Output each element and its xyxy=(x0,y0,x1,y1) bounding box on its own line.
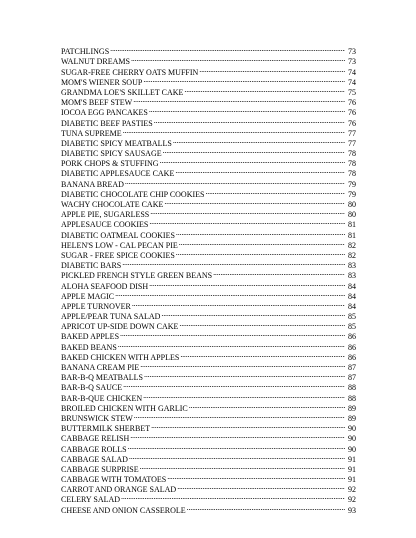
toc-entry-page-number: 82 xyxy=(348,250,356,260)
dot-leader xyxy=(125,176,345,186)
toc-entry-page-number: 77 xyxy=(348,138,356,148)
toc-entry-title: MOM'S WIENER SOUP xyxy=(61,77,143,87)
toc-entry-title: PORK CHOPS & STUFFING xyxy=(61,159,159,169)
toc-entry-page-number: 81 xyxy=(348,230,356,240)
toc-entry-title: IOCOA EGG PANCAKES xyxy=(61,108,148,118)
toc-entry-page-number: 76 xyxy=(348,108,356,118)
toc-entry-title: CARROT AND ORANGE SALAD xyxy=(61,485,177,495)
toc-entry-title: BUTTERMILK SHERBET xyxy=(61,424,151,434)
toc-entry-page-number: 83 xyxy=(348,261,356,271)
toc-entry-title: CHEESE AND ONION CASSEROLE xyxy=(61,505,186,515)
toc-entry-page-number: 78 xyxy=(348,169,356,179)
toc-entry-title: BROILED CHICKEN WITH GARLIC xyxy=(61,403,188,413)
toc-entry-title: DIABETIC CHOCOLATE CHIP COOKIES xyxy=(61,189,205,199)
toc-entry-page-number: 93 xyxy=(348,505,356,515)
dot-leader xyxy=(176,227,345,237)
toc-entry-title: BAR-B-Q MEATBALLS xyxy=(61,373,144,383)
toc-entry-page-number: 73 xyxy=(348,57,356,67)
dot-leader xyxy=(129,452,345,462)
dot-leader xyxy=(150,207,345,217)
dot-leader xyxy=(149,105,345,115)
toc-entry-page-number: 80 xyxy=(348,200,356,209)
toc-entry-title: APPLE/PEAR TUNA SALAD xyxy=(61,312,161,322)
dot-leader xyxy=(149,217,345,227)
toc-entry-page-number: 89 xyxy=(348,413,356,423)
toc-entry-page-number: 84 xyxy=(348,291,356,301)
dot-leader xyxy=(128,441,345,451)
toc-entry-page-number: 82 xyxy=(348,240,356,250)
toc-entry-title: ALOHA SEAFOOD DISH xyxy=(61,281,149,291)
dot-leader xyxy=(115,289,345,299)
dot-leader xyxy=(160,156,345,166)
toc-entry-page-number: 74 xyxy=(348,67,356,77)
dot-leader xyxy=(151,421,345,431)
toc-entry-title: DIABETIC SPICY SAUSAGE xyxy=(61,149,162,159)
toc-entry-page-number: 87 xyxy=(348,373,356,383)
toc-entry-title: TUNA SUPREME xyxy=(61,128,122,138)
toc-entry-title: DIABETIC APPLESAUCE CAKE xyxy=(61,169,175,179)
dot-leader xyxy=(175,166,345,176)
toc-entry-title: CABBAGE SALAD xyxy=(61,454,128,464)
dot-leader xyxy=(164,197,345,207)
dot-leader xyxy=(118,339,345,349)
dot-leader xyxy=(122,258,345,268)
dot-leader xyxy=(134,411,345,421)
dot-leader xyxy=(179,319,345,329)
toc-entry-title: DIABETIC SPICY MEATBALLS xyxy=(61,138,172,148)
toc-entry xyxy=(61,44,356,57)
dot-leader xyxy=(123,380,345,390)
toc-entry-page-number: 79 xyxy=(348,189,356,199)
toc-entry-page-number: 73 xyxy=(348,47,356,57)
toc-entry-page-number: 88 xyxy=(348,383,356,393)
dot-leader xyxy=(140,360,345,370)
toc-entry-page-number: 84 xyxy=(348,281,356,291)
toc-entry-page-number: 91 xyxy=(348,454,356,464)
toc-entry-page-number: 90 xyxy=(348,424,356,434)
dot-leader xyxy=(110,44,345,54)
toc-entry-title: APPLE MAGIC xyxy=(61,291,115,301)
toc-entry-title: BAR-B-QUE CHICKEN xyxy=(61,393,143,403)
toc-entry-page-number: 86 xyxy=(348,342,356,352)
toc-entry-page-number: 76 xyxy=(348,98,356,108)
toc-entry-title: DIABETIC OATMEAL COOKIES xyxy=(61,230,175,240)
toc-entry-page-number: 84 xyxy=(348,301,356,311)
toc-entry-page-number: 78 xyxy=(348,159,356,169)
toc-entry-page-number: 83 xyxy=(348,271,356,281)
dot-leader xyxy=(140,462,345,472)
toc-entry-title: SUGAR-FREE CHERRY OATS MUFFIN xyxy=(61,67,199,77)
toc-entry-page-number: 77 xyxy=(348,128,356,138)
toc-entry-title: BAKED BEANS xyxy=(61,342,117,352)
toc-entry-page-number: 91 xyxy=(348,464,356,474)
toc-entry-page-number: 81 xyxy=(348,220,356,230)
toc-entry-page-number: 78 xyxy=(348,149,356,159)
toc-entry-page-number: 89 xyxy=(348,403,356,413)
toc-entry-title: CELERY SALAD xyxy=(61,495,121,505)
dot-leader xyxy=(161,309,345,319)
toc-entry-title: BAKED CHICKEN WITH APPLES xyxy=(61,352,180,362)
toc-entry-page-number: 87 xyxy=(348,363,356,372)
toc-entry-page-number: 91 xyxy=(348,475,356,485)
dot-leader xyxy=(123,126,345,136)
toc-entry-page-number: 85 xyxy=(348,322,356,332)
toc-entry-title: SUGAR - FREE SPICE COOKIES xyxy=(61,250,175,260)
toc-entry-title: CABBAGE ROLLS xyxy=(61,444,127,454)
toc-entry-title: CABBAGE WITH TOMATOES xyxy=(61,475,167,485)
toc-entry-page-number: 80 xyxy=(348,210,356,220)
toc-entry-title: PATCHLINGS xyxy=(61,47,110,57)
dot-leader xyxy=(154,115,345,125)
dot-leader xyxy=(180,350,345,360)
toc-entry-title: APPLE PIE, SUGARLESS xyxy=(61,210,150,220)
toc-entry-page-number: 74 xyxy=(348,77,356,87)
toc-entry-page-number: 86 xyxy=(348,332,356,342)
toc-entry-page-number: 76 xyxy=(348,118,356,128)
toc-entry-title: BANANA CREAM PIE xyxy=(61,363,140,372)
toc-entry-title: DIABETIC BARS xyxy=(61,261,122,271)
dot-leader xyxy=(205,187,345,197)
table-of-contents xyxy=(61,44,356,513)
dot-leader xyxy=(189,401,345,411)
toc-entry-title: DIABETIC BEEF PASTIES xyxy=(61,118,153,128)
dot-leader xyxy=(187,502,345,512)
dot-leader xyxy=(199,64,345,74)
dot-leader xyxy=(177,482,345,492)
toc-entry-title: APPLESAUCE COOKIES xyxy=(61,220,149,230)
dot-leader xyxy=(163,146,345,156)
dot-leader xyxy=(149,278,345,288)
dot-leader xyxy=(184,85,345,95)
toc-entry-title: HELEN'S LOW - CAL PECAN PIE xyxy=(61,240,178,250)
toc-entry-title: APRICOT UP-SIDE DOWN CAKE xyxy=(61,322,179,332)
dot-leader xyxy=(179,238,345,248)
toc-entry-page-number: 86 xyxy=(348,352,356,362)
toc-entry-page-number: 90 xyxy=(348,434,356,444)
toc-entry-page-number: 85 xyxy=(348,312,356,322)
toc-entry-page-number: 88 xyxy=(348,393,356,403)
toc-entry-page-number: 92 xyxy=(348,495,356,505)
toc-entry-title: WACHY CHOCOLATE CAKE xyxy=(61,200,164,209)
toc-entry-page-number: 79 xyxy=(348,179,356,189)
dot-leader xyxy=(143,75,345,85)
dot-leader xyxy=(131,54,345,64)
dot-leader xyxy=(133,95,345,105)
toc-entry-title: BAR-B-Q SAUCE xyxy=(61,383,123,393)
toc-entry-title: BANANA BREAD xyxy=(61,179,124,189)
toc-entry-title: BAKED APPLES xyxy=(61,332,120,342)
dot-leader xyxy=(213,268,345,278)
dot-leader xyxy=(132,299,345,309)
dot-leader xyxy=(173,136,345,146)
toc-entry-title: PICKLED FRENCH STYLE GREEN BEANS xyxy=(61,271,213,281)
dot-leader xyxy=(176,248,345,258)
dot-leader xyxy=(120,329,345,339)
toc-entry-page-number: 75 xyxy=(348,87,356,97)
toc-entry-title: GRANDMA LOE'S SKILLET CAKE xyxy=(61,87,184,97)
toc-entry-title: MOM'S BEEF STEW xyxy=(61,98,133,108)
dot-leader xyxy=(143,390,345,400)
dot-leader xyxy=(144,370,345,380)
toc-entry-title: BRUNSWICK STEW xyxy=(61,413,133,423)
toc-entry-title: APPLE TURNOVER xyxy=(61,301,131,311)
dot-leader xyxy=(121,492,345,502)
toc-entry-title: CABBAGE RELISH xyxy=(61,434,130,444)
toc-entry-title: WALNUT DREAMS xyxy=(61,57,130,67)
toc-entry-title: CABBAGE SURPRISE xyxy=(61,464,139,474)
dot-leader xyxy=(130,431,345,441)
toc-entry-page-number: 92 xyxy=(348,485,356,495)
dot-leader xyxy=(167,472,345,482)
toc-entry-page-number: 90 xyxy=(348,444,356,454)
